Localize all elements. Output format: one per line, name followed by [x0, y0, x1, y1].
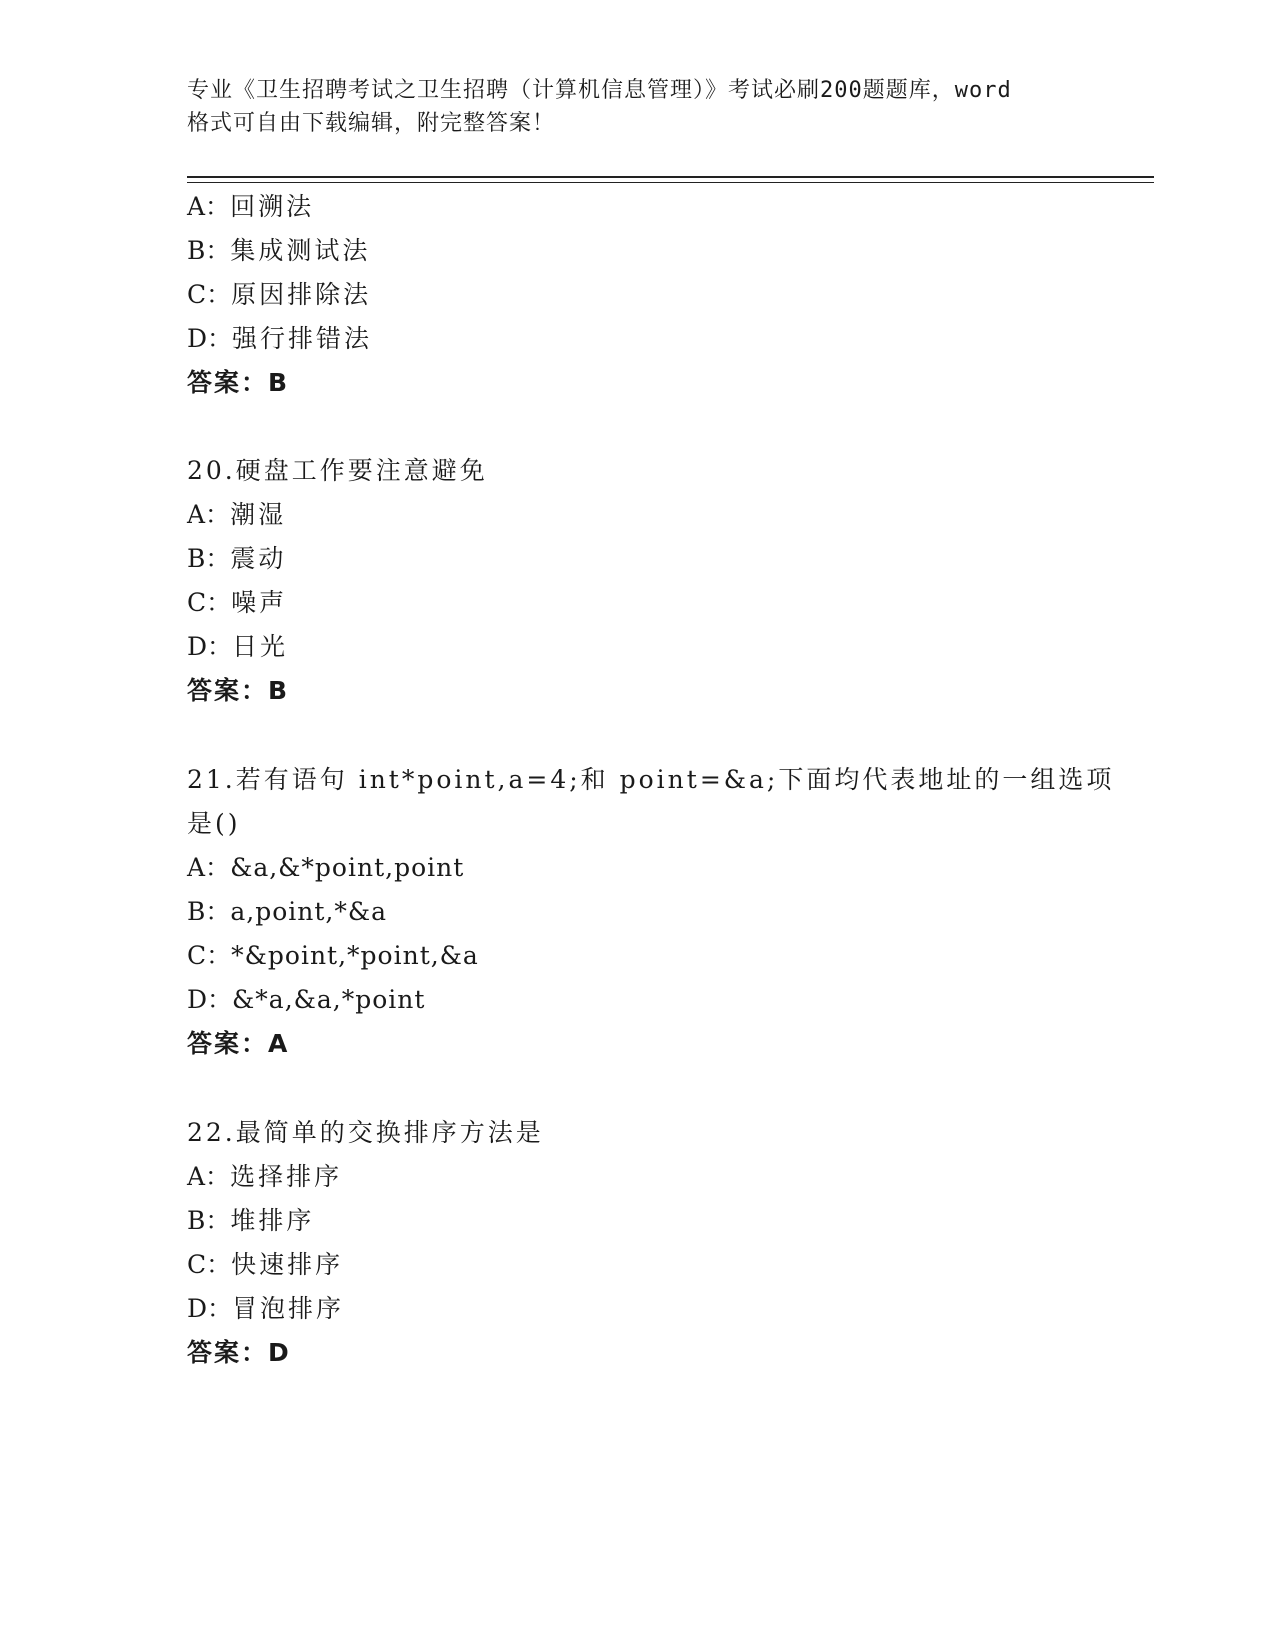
option-text: 日光: [232, 632, 289, 661]
q21-answer: [187, 1027, 289, 1061]
option-letter: A：: [187, 500, 231, 529]
option-text: &*a,&a,*point: [232, 985, 426, 1014]
option-letter: C：: [187, 588, 232, 617]
answer-label: 答案：: [187, 1338, 269, 1367]
q22-question: 22.最简单的交换排序方法是: [187, 1118, 544, 1147]
option-text: *&point,*point,&a: [231, 941, 479, 970]
option-text: 原因排除法: [231, 280, 372, 309]
option-text: 强行排错法: [232, 324, 373, 353]
option-letter: B：: [187, 544, 231, 573]
header-divider-thick: [187, 176, 1154, 178]
option-text: 堆排序: [230, 1206, 315, 1235]
q22-option-c: [187, 1248, 343, 1282]
answer-value: B: [268, 676, 290, 705]
header-line-1: 专业《卫生招聘考试之卫生招聘（计算机信息管理）》考试必刷200题题库，word: [187, 78, 1012, 103]
q22-option-b: [187, 1204, 314, 1238]
q19-option-c: [187, 278, 371, 312]
q21-option-b: [187, 895, 387, 929]
q19-answer: [187, 366, 289, 400]
option-letter: C：: [187, 280, 232, 309]
answer-value: A: [268, 1029, 290, 1058]
q20-answer: [187, 674, 289, 708]
q20-option-d: [187, 630, 288, 664]
option-letter: B：: [187, 1206, 231, 1235]
option-letter: D：: [187, 324, 233, 353]
option-text: 噪声: [231, 588, 288, 617]
option-letter: D：: [187, 985, 233, 1014]
q22-option-d: [187, 1292, 344, 1326]
header-divider-thin: [187, 182, 1154, 183]
option-letter: A：: [187, 853, 231, 882]
answer-label: 答案：: [187, 1029, 269, 1058]
q20-option-b: [187, 542, 286, 576]
q20-option-a: [187, 498, 286, 532]
q19-option-b: [187, 234, 370, 268]
q21-option-d: [187, 983, 425, 1017]
option-letter: A：: [187, 192, 231, 221]
document-header: [187, 74, 1087, 140]
answer-value: B: [268, 368, 290, 397]
option-letter: D：: [187, 1294, 233, 1323]
option-letter: C：: [187, 1250, 232, 1279]
option-letter: C：: [187, 941, 232, 970]
option-text: 快速排序: [231, 1250, 344, 1279]
option-letter: A：: [187, 1162, 231, 1191]
option-text: 冒泡排序: [232, 1294, 345, 1323]
option-text: 回溯法: [230, 192, 315, 221]
answer-value: D: [268, 1338, 291, 1367]
q21-option-c: [187, 939, 479, 973]
option-text: 震动: [230, 544, 287, 573]
option-text: &a,&*point,point: [230, 853, 465, 882]
option-letter: D：: [187, 632, 233, 661]
option-letter: B：: [187, 897, 231, 926]
option-text: 选择排序: [230, 1162, 343, 1191]
option-text: a,point,*&a: [230, 897, 388, 926]
q20-question: 20.硬盘工作要注意避免: [187, 456, 488, 485]
q21-question-line-2: 是(): [187, 809, 241, 838]
q22-answer: [187, 1336, 291, 1370]
answer-label: 答案：: [187, 368, 269, 397]
q19-option-d: [187, 322, 372, 356]
header-line-2: 格式可自由下载编辑，附完整答案！: [187, 111, 556, 136]
option-text: 潮湿: [230, 500, 287, 529]
answer-label: 答案：: [187, 676, 269, 705]
option-letter: B：: [187, 236, 231, 265]
q20-option-c: [187, 586, 287, 620]
q21-question-line-1: 21.若有语句 int*point,a=4;和 point=&a;下面均代表地址的一组选项: [187, 765, 1115, 794]
q19-option-a: [187, 190, 314, 224]
option-text: 集成测试法: [230, 236, 371, 265]
q21-option-a: [187, 851, 464, 885]
q22-option-a: [187, 1160, 342, 1194]
